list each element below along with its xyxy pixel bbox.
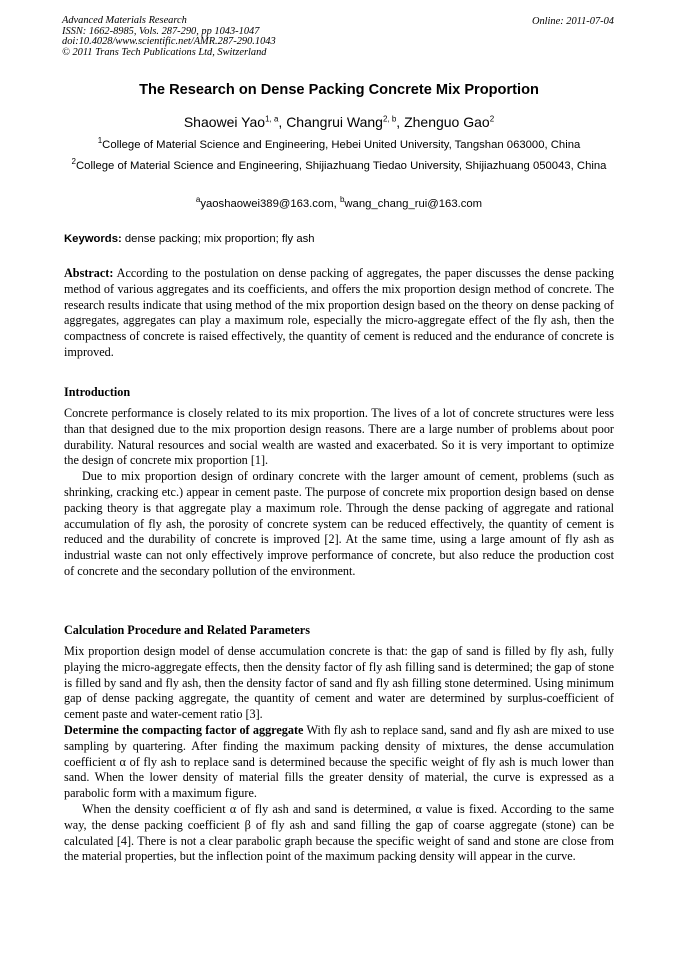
author-sup: 2	[489, 114, 495, 124]
abstract	[64, 266, 614, 361]
affiliation-sup: 2	[71, 157, 76, 167]
affiliation-2	[62, 158, 616, 174]
email-sup: b	[339, 195, 345, 205]
online-date: Online: 2011-07-04	[531, 16, 614, 27]
author-separator: ,	[278, 114, 287, 130]
introduction-heading: Introduction	[64, 385, 131, 399]
email-link[interactable]: wang_chang_rui@163.com	[344, 198, 483, 210]
calculation-paragraph: With fly ash to replace sand, sand and fly ash are mixed to use sampling by quartering. After finding the maximum packing density of mixtures, the dense accumulation coefficient α of fly ash to replace sand is determined because the specific weight of fly ash is much lower than sand. When the lower density of material fills the greater density of material, the curve is expressed as a parabolic form with a maximum figure.	[64, 722, 614, 801]
keywords	[64, 233, 315, 245]
introduction-paragraph: Concrete performance is closely related to its mix proportion. The lives of a lot of concrete structures were less than that designed due to the mix proportion design reasons. There are a large number of problems about poor durability. Natural resources and social wealth are wasted and exacerbated. So it is very important to optimize the design of concrete mix proportion [1].	[64, 406, 614, 468]
affiliation-text: College of Material Science and Engineering, Hebei United University, Tangshan 063000, China	[102, 139, 581, 151]
email-sup: a	[195, 195, 201, 205]
calculation-heading: Calculation Procedure and Related Parameters	[64, 623, 310, 637]
introduction-paragraph: Due to mix proportion design of ordinary concrete with the larger amount of cement, problems (such as shrinking, cracking etc.) appear in cement paste. The purpose of concrete mix proportion design based on dense packing theory is that aggregate play a maximum role. Through the dense packing of aggregate and rational accumulation of fly ash, the porosity of concrete system can be reduced effectively, the quantity of cement is reduced and the durability of concrete is improved [2]. At the same time, using a large amount of fly ash as industrial waste can not only effectively improve performance of concrete, but also reduce the production cost of concrete and the secondary pollution of the environment.	[64, 469, 614, 578]
author-sup: 1, a	[265, 114, 279, 124]
author-sup: 2, b	[382, 114, 397, 124]
subsection-label: Determine the compacting factor of aggregate	[64, 722, 304, 737]
affiliation-text: College of Material Science and Engineering, Shijiazhuang Tiedao University, Shijiazhuang 050043, China	[76, 160, 607, 172]
doi-line: doi:10.4028/www.scientific.net/AMR.287-290.1043	[62, 36, 276, 48]
paper-title: The Research on Dense Packing Concrete Mix Proportion	[139, 82, 539, 98]
author-name: Zhenguo Gao	[404, 114, 490, 130]
email-link[interactable]: yaoshaowei389@163.com,	[200, 198, 340, 210]
calculation-paragraph: Mix proportion design model of dense accumulation concrete is that: the gap of sand is filled by fly ash, fully playing the micro-aggregate effects, then the density factor of fly ash filling sand is determined; the gap of stone is filled by sand and fly ash, then the density factor of sand and fly ash filling stone determined. Using minimum gap of dense packing aggregate, the quantity of cement and water are determined by surplus-coefficient of cement paste and water-cement ratio [3].	[64, 644, 614, 722]
keywords-text: dense packing; mix proportion; fly ash	[121, 233, 315, 245]
keywords-label: Keywords:	[64, 233, 122, 245]
introduction-body	[64, 406, 614, 580]
author-separator: ,	[396, 114, 405, 130]
abstract-text: According to the postulation on dense packing of aggregates, the paper discusses the dense packing method of various aggregates and its coefficients, and offers the mix proportion design method of concrete. The research results indicate that using method of the mix proportion design based on the theory on dense packing of aggregates, aggregates can play a maximum role, especially the micro-aggregate effect of the fly ash, then the compactness of concrete is raised effectively, the quantity of cement is reduced and the endurance of concrete is improved.	[64, 266, 614, 359]
abstract-label: Abstract:	[64, 266, 114, 280]
issn-line: ISSN: 1662-8985, Vols. 287-290, pp 1043-1047	[62, 25, 260, 37]
author-name: Shaowei Yao	[183, 114, 266, 130]
affiliation-1	[62, 137, 616, 153]
journal-header	[62, 16, 276, 58]
journal-name: Advanced Materials Research	[62, 15, 187, 26]
copyright-line: © 2011 Trans Tech Publications Ltd, Switzerland	[62, 46, 267, 58]
email-line	[62, 196, 616, 212]
author-name: Changrui Wang	[286, 114, 383, 130]
author-list	[0, 114, 678, 130]
calculation-paragraph: When the density coefficient α of fly ash and sand is determined, α value is fixed. According to the same way, the dense packing coefficient β of fly ash and sand filling the gap of coarse aggregate (stone) can be calculated [4]. There is not a clear parabolic graph because the specific weight of sand and stone are close from the material properties, but the inflection point of the maximum packing density will appear in the curve.	[64, 801, 614, 864]
affiliation-sup: 1	[97, 136, 103, 146]
calculation-body	[64, 644, 614, 865]
